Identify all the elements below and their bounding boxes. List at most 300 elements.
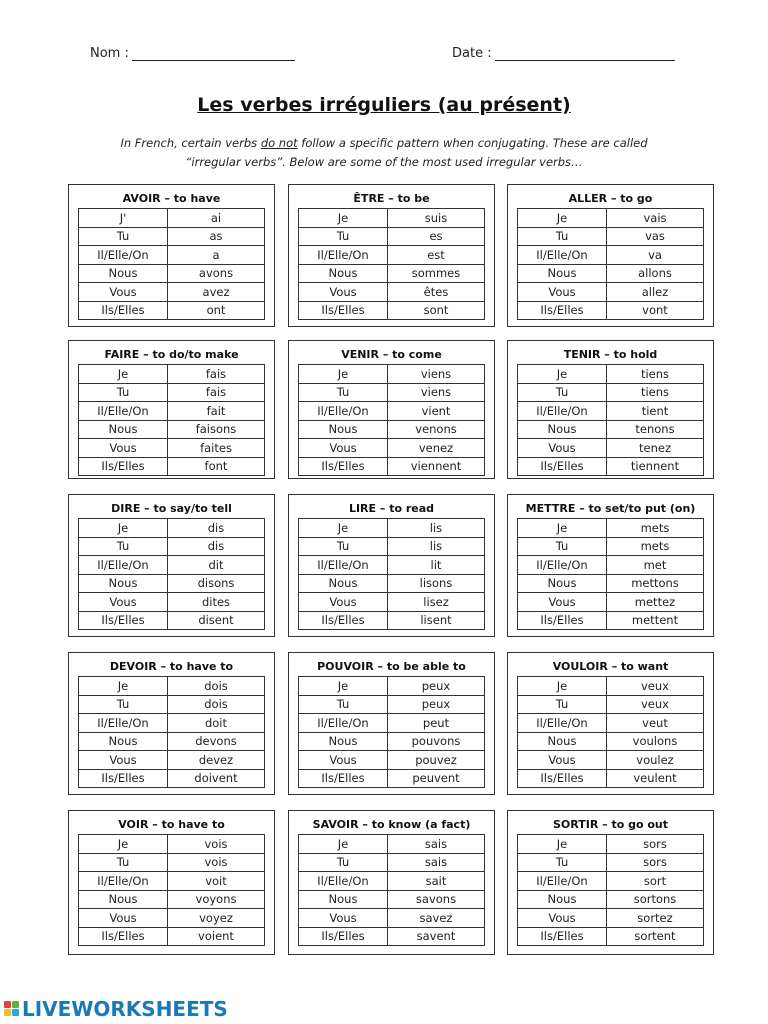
conjugation-row [299,209,485,228]
conjugation-row [299,611,485,630]
pronoun-cell: Il/Elle/On [79,872,168,891]
pronoun-cell: Nous [299,420,388,439]
verb-form-cell: veut [607,714,704,733]
conjugation-row [299,732,485,751]
pronoun-cell: Tu [79,695,168,714]
pronoun-cell: Il/Elle/On [518,402,607,421]
conjugation-row [79,835,265,854]
conjugation-table [517,208,704,320]
verb-form-cell: dit [168,556,265,575]
verb-title: AVOIR – to have [122,192,221,205]
pronoun-cell: Je [79,365,168,384]
intro-text-3: “irregular verbs”. Below are some of the most used irregular verbs… [185,155,583,169]
verb-title: VOIR – to have to [118,818,225,831]
verb-title: FAIRE – to do/to make [104,348,239,361]
conjugation-row [79,439,265,458]
verb-card [68,340,275,479]
pronoun-cell: Ils/Elles [79,301,168,320]
conjugation-row [299,383,485,402]
verb-form-cell: lit [388,556,485,575]
pronoun-cell: Nous [79,732,168,751]
pronoun-cell: Ils/Elles [518,611,607,630]
verb-form-cell: venez [388,439,485,458]
verb-form-cell: vont [607,301,704,320]
pronoun-cell: Vous [299,751,388,770]
pronoun-cell: Vous [79,909,168,928]
conjugation-row [518,872,704,891]
logo-square-cyan [12,1009,19,1016]
verb-form-cell: dois [168,677,265,696]
conjugation-table [78,364,265,476]
pronoun-cell: Je [299,209,388,228]
conjugation-row [299,402,485,421]
conjugation-row [518,714,704,733]
pronoun-cell: Ils/Elles [299,611,388,630]
conjugation-row [518,439,704,458]
conjugation-row [299,751,485,770]
verb-form-cell: fais [168,383,265,402]
verb-form-cell: veulent [607,769,704,788]
verb-form-cell: sait [388,872,485,891]
conjugation-row [299,537,485,556]
verb-form-cell: disent [168,611,265,630]
verb-card [288,810,495,955]
verb-form-cell: va [607,246,704,265]
conjugation-row [79,677,265,696]
conjugation-table [78,676,265,788]
pronoun-cell: Ils/Elles [518,927,607,946]
verb-card [507,652,714,795]
conjugation-row [518,283,704,302]
verb-form-cell: vais [607,209,704,228]
verb-form-cell: vient [388,402,485,421]
pronoun-cell: Je [518,835,607,854]
conjugation-row [518,537,704,556]
pronoun-cell: Ils/Elles [518,301,607,320]
verb-form-cell: voulez [607,751,704,770]
pronoun-cell: Je [79,519,168,538]
verb-form-cell: lisez [388,593,485,612]
verb-form-cell: allons [607,264,704,283]
conjugation-row [79,909,265,928]
conjugation-row [518,246,704,265]
verb-form-cell: dis [168,537,265,556]
conjugation-row [299,457,485,476]
pronoun-cell: Il/Elle/On [518,246,607,265]
logo-square-red [4,1001,11,1008]
logo-square-green [12,1001,19,1008]
verb-form-cell: met [607,556,704,575]
verb-form-cell: vois [168,835,265,854]
conjugation-table [78,834,265,946]
pronoun-cell: Nous [518,574,607,593]
verb-form-cell: fais [168,365,265,384]
verb-form-cell: fait [168,402,265,421]
verb-form-cell: êtes [388,283,485,302]
conjugation-row [299,769,485,788]
name-field [90,46,295,61]
verb-form-cell: viens [388,365,485,384]
conjugation-row [518,890,704,909]
pronoun-cell: Tu [299,537,388,556]
conjugation-row [79,611,265,630]
intro-text-1: In French, certain verbs [120,136,261,150]
pronoun-cell: Je [518,519,607,538]
pronoun-cell: Je [299,835,388,854]
verb-form-cell: sais [388,835,485,854]
intro-paragraph [90,134,678,172]
pronoun-cell: Nous [79,574,168,593]
pronoun-cell: Vous [299,439,388,458]
verb-form-cell: lisons [388,574,485,593]
verb-form-cell: est [388,246,485,265]
liveworksheets-logo [4,996,228,1022]
conjugation-row [79,209,265,228]
conjugation-row [79,365,265,384]
pronoun-cell: Il/Elle/On [79,402,168,421]
conjugation-table [78,208,265,320]
verb-form-cell: sors [607,853,704,872]
conjugation-row [79,264,265,283]
conjugation-row [518,769,704,788]
conjugation-table [298,518,485,630]
pronoun-cell: Je [299,677,388,696]
conjugation-row [79,769,265,788]
verb-form-cell: sortons [607,890,704,909]
pronoun-cell: Il/Elle/On [518,556,607,575]
conjugation-row [299,283,485,302]
verb-card [288,184,495,327]
pronoun-cell: Il/Elle/On [79,556,168,575]
pronoun-cell: Nous [518,420,607,439]
pronoun-cell: Tu [518,227,607,246]
conjugation-row [299,365,485,384]
conjugation-row [518,611,704,630]
conjugation-row [518,301,704,320]
conjugation-row [79,537,265,556]
pronoun-cell: Tu [299,695,388,714]
conjugation-row [79,751,265,770]
conjugation-row [518,556,704,575]
pronoun-cell: Nous [79,890,168,909]
pronoun-cell: Tu [79,227,168,246]
verb-form-cell: dois [168,695,265,714]
conjugation-row [299,227,485,246]
pronoun-cell: Ils/Elles [79,927,168,946]
verb-form-cell: devez [168,751,265,770]
verb-form-cell: voit [168,872,265,891]
verb-form-cell: mettez [607,593,704,612]
verb-form-cell: vois [168,853,265,872]
pronoun-cell: Tu [79,537,168,556]
verb-form-cell: font [168,457,265,476]
verb-form-cell: pouvons [388,732,485,751]
name-label: Nom : [90,46,129,61]
pronoun-cell: Vous [299,593,388,612]
pronoun-cell: Tu [518,383,607,402]
conjugation-row [79,695,265,714]
pronoun-cell: Nous [299,574,388,593]
verb-form-cell: peuvent [388,769,485,788]
conjugation-row [299,593,485,612]
conjugation-row [79,593,265,612]
conjugation-row [299,695,485,714]
conjugation-row [299,890,485,909]
pronoun-cell: Tu [79,383,168,402]
pronoun-cell: Ils/Elles [79,769,168,788]
header-fields [0,46,768,66]
conjugation-row [79,872,265,891]
pronoun-cell: Il/Elle/On [79,714,168,733]
pronoun-cell: Nous [518,264,607,283]
pronoun-cell: Vous [518,593,607,612]
verb-form-cell: sors [607,835,704,854]
verb-form-cell: faites [168,439,265,458]
date-field [452,46,675,61]
verb-form-cell: tiens [607,365,704,384]
verb-form-cell: tenez [607,439,704,458]
conjugation-row [79,283,265,302]
verb-form-cell: a [168,246,265,265]
verb-form-cell: vas [607,227,704,246]
conjugation-row [518,227,704,246]
conjugation-row [518,751,704,770]
conjugation-table [517,676,704,788]
conjugation-row [518,420,704,439]
conjugation-row [518,264,704,283]
conjugation-row [79,383,265,402]
verb-card [507,810,714,955]
verb-form-cell: voyez [168,909,265,928]
verb-form-cell: sortez [607,909,704,928]
page-title: Les verbes irréguliers (au présent) [197,94,571,116]
verb-title: ÊTRE – to be [353,192,430,205]
pronoun-cell: Tu [299,383,388,402]
pronoun-cell: Tu [299,853,388,872]
verb-card [68,652,275,795]
verb-card [68,494,275,637]
pronoun-cell: Nous [518,732,607,751]
verb-title: VOULOIR – to want [552,660,669,673]
pronoun-cell: Nous [518,890,607,909]
verb-form-cell: veux [607,677,704,696]
pronoun-cell: Vous [518,283,607,302]
verb-form-cell: sommes [388,264,485,283]
pronoun-cell: Ils/Elles [299,927,388,946]
pronoun-cell: Vous [299,909,388,928]
verb-form-cell: devons [168,732,265,751]
pronoun-cell: Il/Elle/On [518,872,607,891]
verb-title: ALLER – to go [568,192,653,205]
pronoun-cell: Il/Elle/On [79,246,168,265]
verb-form-cell: mettons [607,574,704,593]
conjugation-row [299,246,485,265]
conjugation-row [299,909,485,928]
conjugation-row [299,714,485,733]
conjugation-row [299,574,485,593]
verb-form-cell: sont [388,301,485,320]
pronoun-cell: Vous [518,909,607,928]
pronoun-cell: Nous [299,732,388,751]
pronoun-cell: Il/Elle/On [299,402,388,421]
pronoun-cell: Ils/Elles [299,301,388,320]
conjugation-row [518,732,704,751]
pronoun-cell: Ils/Elles [299,457,388,476]
conjugation-row [299,872,485,891]
verb-form-cell: doit [168,714,265,733]
pronoun-cell: Il/Elle/On [299,246,388,265]
pronoun-cell: Ils/Elles [79,611,168,630]
pronoun-cell: Il/Elle/On [299,556,388,575]
conjugation-row [518,853,704,872]
conjugation-row [79,246,265,265]
verb-form-cell: tient [607,402,704,421]
conjugation-row [299,420,485,439]
conjugation-row [79,402,265,421]
verb-form-cell: ai [168,209,265,228]
logo-square-yellow [4,1009,11,1016]
pronoun-cell: Nous [79,420,168,439]
verb-title: LIRE – to read [348,502,435,515]
verb-card [68,810,275,955]
pronoun-cell: Vous [79,283,168,302]
verb-title: TENIR – to hold [563,348,658,361]
pronoun-cell: Tu [79,853,168,872]
conjugation-row [518,695,704,714]
verb-form-cell: savent [388,927,485,946]
verb-card [68,184,275,327]
verb-title: SAVOIR – to know (a fact) [312,818,471,831]
conjugation-row [79,574,265,593]
verb-form-cell: tiennent [607,457,704,476]
conjugation-row [518,593,704,612]
verb-form-cell: mets [607,537,704,556]
pronoun-cell: Je [299,519,388,538]
verb-form-cell: voyons [168,890,265,909]
conjugation-row [299,556,485,575]
pronoun-cell: Nous [299,264,388,283]
logo-text: LIVEWORKSHEETS [22,997,228,1021]
verb-form-cell: viennent [388,457,485,476]
verb-card [507,184,714,327]
verb-form-cell: tenons [607,420,704,439]
conjugation-row [518,909,704,928]
intro-underlined-text: do not [260,136,298,150]
verb-title: VENIR – to come [341,348,442,361]
pronoun-cell: Je [299,365,388,384]
conjugation-row [79,227,265,246]
verb-title: DIRE – to say/to tell [111,502,232,515]
conjugation-row [79,714,265,733]
verb-form-cell: as [168,227,265,246]
verb-title: METTRE – to set/to put (on) [525,502,696,515]
verb-card [288,340,495,479]
verb-form-cell: dis [168,519,265,538]
verb-card [507,494,714,637]
verb-card [288,494,495,637]
verb-form-cell: lisent [388,611,485,630]
verb-card [288,652,495,795]
verb-form-cell: faisons [168,420,265,439]
conjugation-table [298,364,485,476]
pronoun-cell: Vous [299,283,388,302]
conjugation-row [299,301,485,320]
verb-form-cell: avez [168,283,265,302]
conjugation-table [517,518,704,630]
conjugation-row [79,890,265,909]
conjugation-row [299,439,485,458]
verb-form-cell: lis [388,537,485,556]
verb-form-cell: dites [168,593,265,612]
conjugation-row [518,835,704,854]
verb-form-cell: savez [388,909,485,928]
pronoun-cell: Je [518,209,607,228]
verb-form-cell: peux [388,677,485,696]
verb-card [507,340,714,479]
logo-squares-icon [4,1001,20,1017]
pronoun-cell: Vous [518,439,607,458]
date-blank-line[interactable] [495,46,675,61]
pronoun-cell: Je [518,677,607,696]
pronoun-cell: Tu [518,853,607,872]
pronoun-cell: J' [79,209,168,228]
pronoun-cell: Ils/Elles [299,769,388,788]
verb-form-cell: lis [388,519,485,538]
conjugation-row [518,365,704,384]
pronoun-cell: Vous [518,751,607,770]
conjugation-row [518,519,704,538]
verb-form-cell: mettent [607,611,704,630]
verb-form-cell: viens [388,383,485,402]
conjugation-row [79,853,265,872]
pronoun-cell: Tu [518,695,607,714]
verb-form-cell: avons [168,264,265,283]
conjugation-row [79,301,265,320]
verb-form-cell: suis [388,209,485,228]
conjugation-row [518,209,704,228]
intro-text-2: follow a specific pattern when conjugating. These are called [297,136,648,150]
conjugation-row [79,556,265,575]
verb-form-cell: mets [607,519,704,538]
conjugation-table [78,518,265,630]
verb-form-cell: tiens [607,383,704,402]
verb-form-cell: sais [388,853,485,872]
conjugation-row [79,519,265,538]
pronoun-cell: Tu [299,227,388,246]
pronoun-cell: Ils/Elles [518,769,607,788]
conjugation-row [299,264,485,283]
pronoun-cell: Ils/Elles [79,457,168,476]
verb-form-cell: peut [388,714,485,733]
verb-form-cell: savons [388,890,485,909]
verb-title: DEVOIR – to have to [109,660,234,673]
conjugation-table [298,208,485,320]
conjugation-row [79,420,265,439]
conjugation-row [299,835,485,854]
pronoun-cell: Je [79,677,168,696]
conjugation-row [79,927,265,946]
verb-title: POUVOIR – to be able to [317,660,466,673]
pronoun-cell: Tu [518,537,607,556]
conjugation-row [518,457,704,476]
conjugation-row [79,457,265,476]
pronoun-cell: Nous [79,264,168,283]
conjugation-row [299,927,485,946]
pronoun-cell: Vous [79,439,168,458]
name-blank-line[interactable] [132,46,295,61]
conjugation-row [518,927,704,946]
conjugation-row [518,677,704,696]
